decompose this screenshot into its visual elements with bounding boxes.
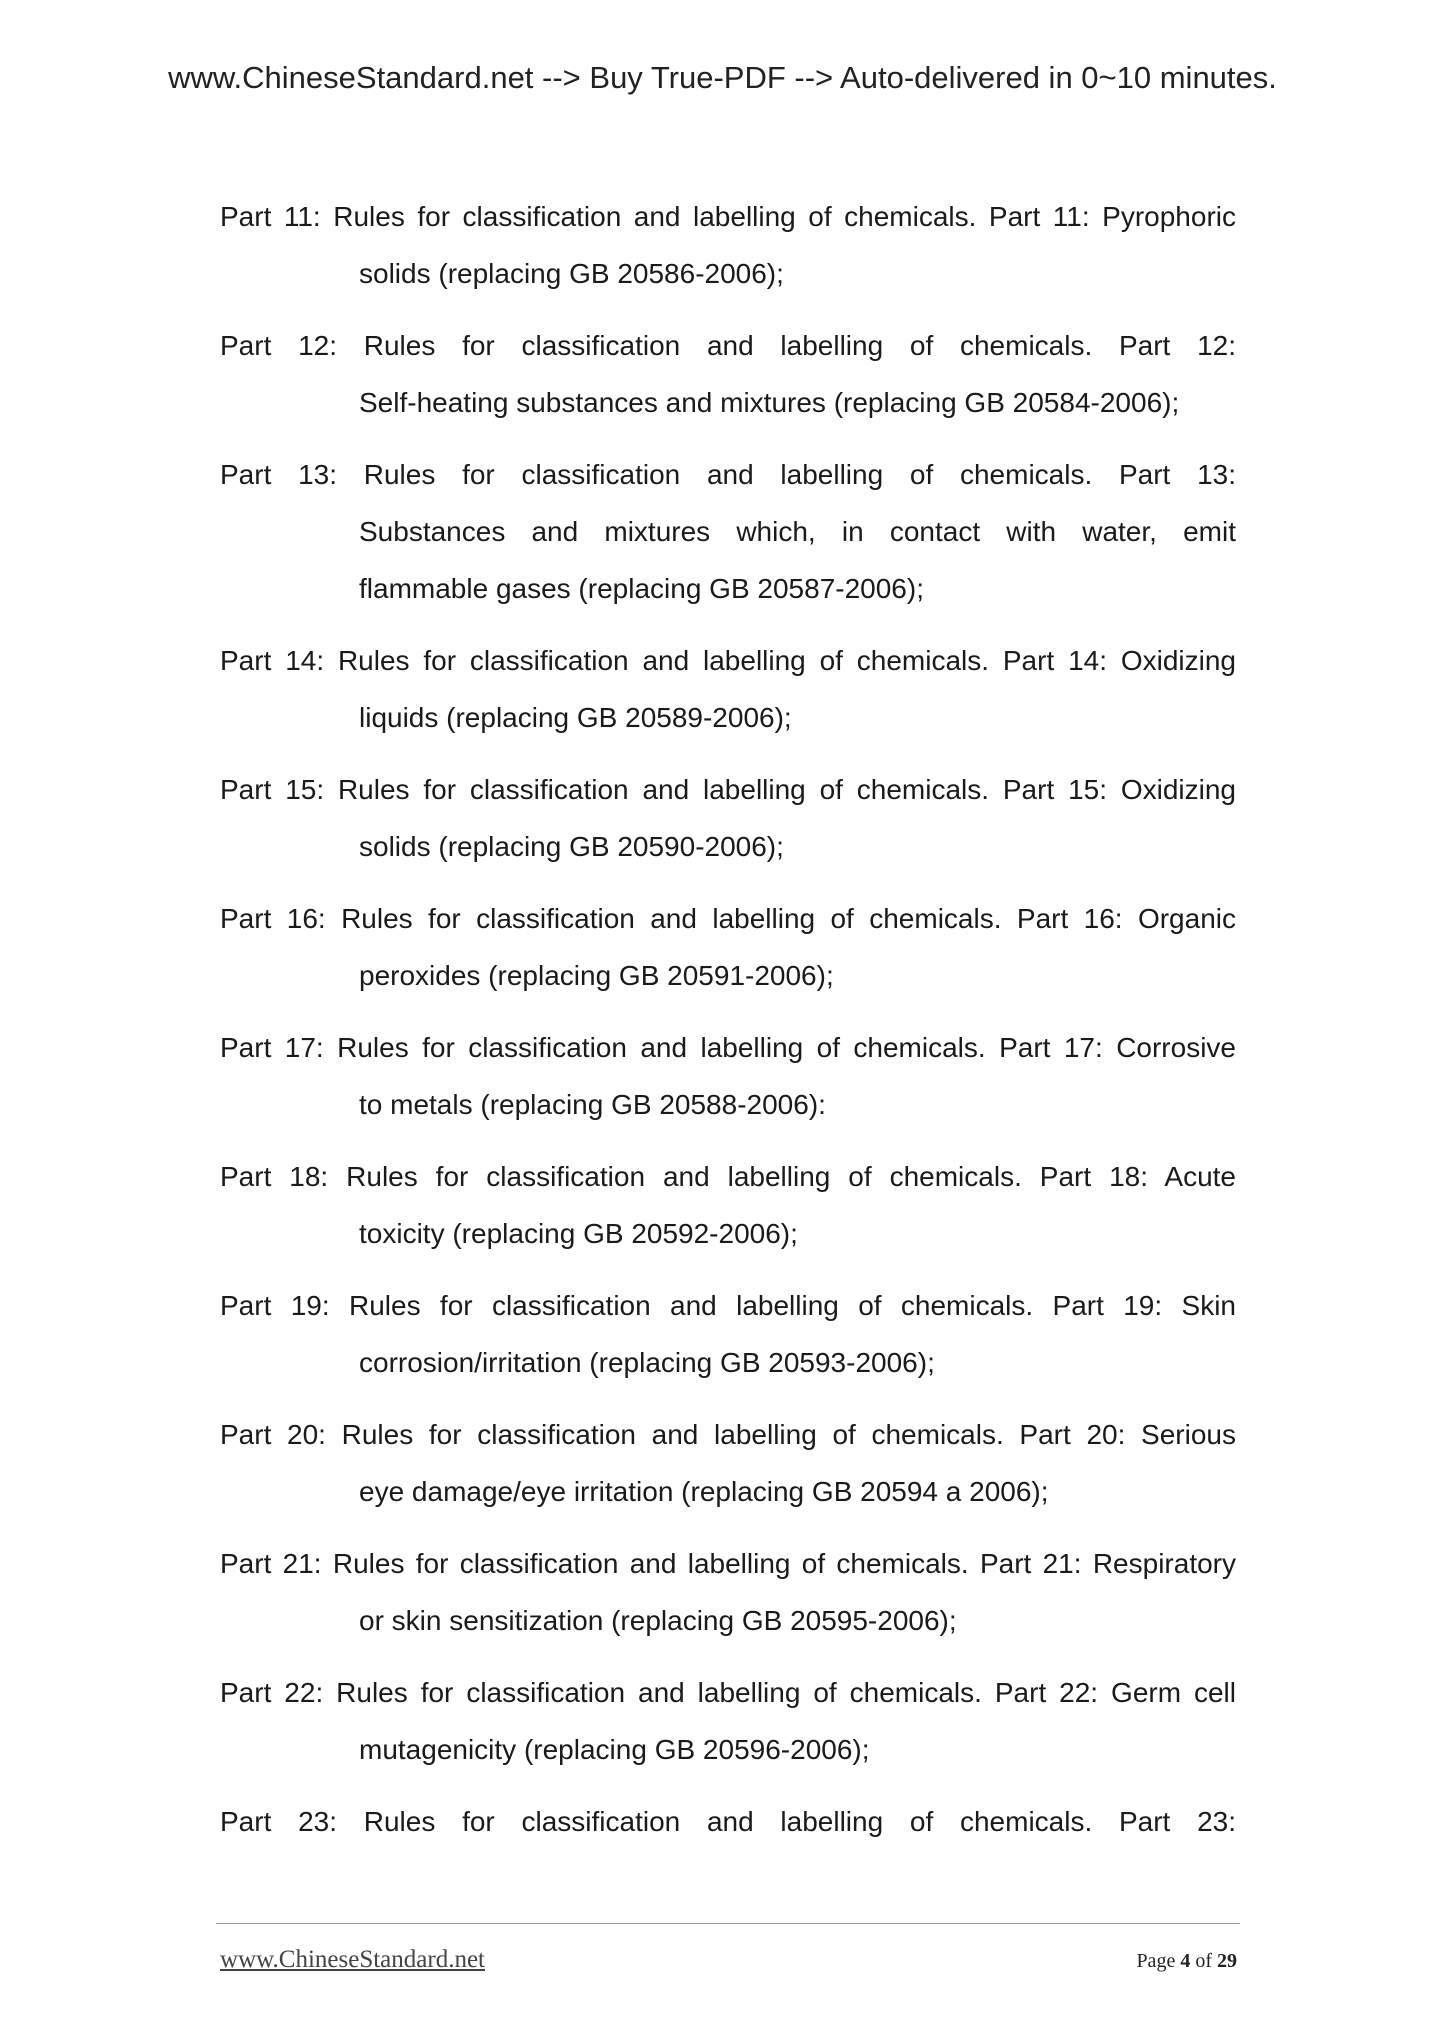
page-total: 29: [1217, 1950, 1237, 1972]
footer-site-link[interactable]: www.ChineseStandard.net: [220, 1946, 485, 1973]
list-item-part-11: [220, 188, 1236, 302]
entry-line: Part 22: Rules for classification and labelling of chemicals. Part 22: Germ cell: [220, 1677, 1236, 1708]
entry-line: Part 18: Rules for classification and labelling of chemicals. Part 18: Acute: [220, 1161, 1236, 1192]
entry-line: Part 12: Rules for classification and labelling of chemicals. Part 12:: [220, 330, 1236, 361]
entry-line: Part 11: Rules for classification and labelling of chemicals. Part 11: Pyrophoric: [220, 201, 1236, 232]
footer-divider: [216, 1923, 1240, 1924]
entry-line: Part 14: Rules for classification and labelling of chemicals. Part 14: Oxidizing: [220, 645, 1236, 676]
list-item-part-23: [220, 1793, 1236, 1850]
list-item-part-21: [220, 1535, 1236, 1649]
list-item-part-20: [220, 1406, 1236, 1520]
page-current: 4: [1180, 1950, 1191, 1972]
page-of: of: [1195, 1950, 1212, 1972]
entry-line: Part 20: Rules for classification and labelling of chemicals. Part 20: Serious: [220, 1419, 1236, 1450]
entry-line: to metals (replacing GB 20588-2006):: [359, 1089, 826, 1120]
entry-line: Part 17: Rules for classification and labelling of chemicals. Part 17: Corrosive: [220, 1032, 1236, 1063]
entry-line: or skin sensitization (replacing GB 20595-2006);: [359, 1605, 957, 1636]
entry-line: Part 23: Rules for classification and labelling of chemicals. Part 23:: [220, 1806, 1236, 1837]
entry-line: flammable gases (replacing GB 20587-2006);: [359, 573, 924, 604]
entry-line: Self-heating substances and mixtures (replacing GB 20584-2006);: [359, 387, 1180, 418]
list-item-part-12: [220, 317, 1236, 431]
list-item-part-17: [220, 1019, 1236, 1133]
entry-line: solids (replacing GB 20586-2006);: [359, 258, 784, 289]
entry-line: Part 13: Rules for classification and labelling of chemicals. Part 13:: [220, 459, 1236, 490]
page-indicator: [1136, 1946, 1237, 1976]
top-banner: www.ChineseStandard.net --> Buy True-PDF --> Auto-delivered in 0~10 minutes.: [168, 60, 1277, 95]
entry-line: liquids (replacing GB 20589-2006);: [359, 702, 792, 733]
entry-line: peroxides (replacing GB 20591-2006);: [359, 960, 834, 991]
list-item-part-19: [220, 1277, 1236, 1391]
list-item-part-14: [220, 632, 1236, 746]
document-body: [220, 188, 1236, 1865]
entry-line: toxicity (replacing GB 20592-2006);: [359, 1218, 798, 1249]
list-item-part-22: [220, 1664, 1236, 1778]
entry-line: eye damage/eye irritation (replacing GB 20594 a 2006);: [359, 1476, 1049, 1507]
list-item-part-18: [220, 1148, 1236, 1262]
entry-line: Part 15: Rules for classification and labelling of chemicals. Part 15: Oxidizing: [220, 774, 1236, 805]
page-prefix: Page: [1136, 1950, 1176, 1972]
entry-line: mutagenicity (replacing GB 20596-2006);: [359, 1734, 870, 1765]
entry-line: corrosion/irritation (replacing GB 20593-2006);: [359, 1347, 935, 1378]
list-item-part-13: [220, 446, 1236, 617]
list-item-part-16: [220, 890, 1236, 1004]
entry-line: Substances and mixtures which, in contact with water, emit: [359, 516, 1236, 547]
entry-line: Part 16: Rules for classification and labelling of chemicals. Part 16: Organic: [220, 903, 1236, 934]
entry-line: solids (replacing GB 20590-2006);: [359, 831, 784, 862]
entry-line: Part 19: Rules for classification and labelling of chemicals. Part 19: Skin: [220, 1290, 1236, 1321]
entry-line: Part 21: Rules for classification and labelling of chemicals. Part 21: Respiratory: [220, 1548, 1236, 1579]
list-item-part-15: [220, 761, 1236, 875]
